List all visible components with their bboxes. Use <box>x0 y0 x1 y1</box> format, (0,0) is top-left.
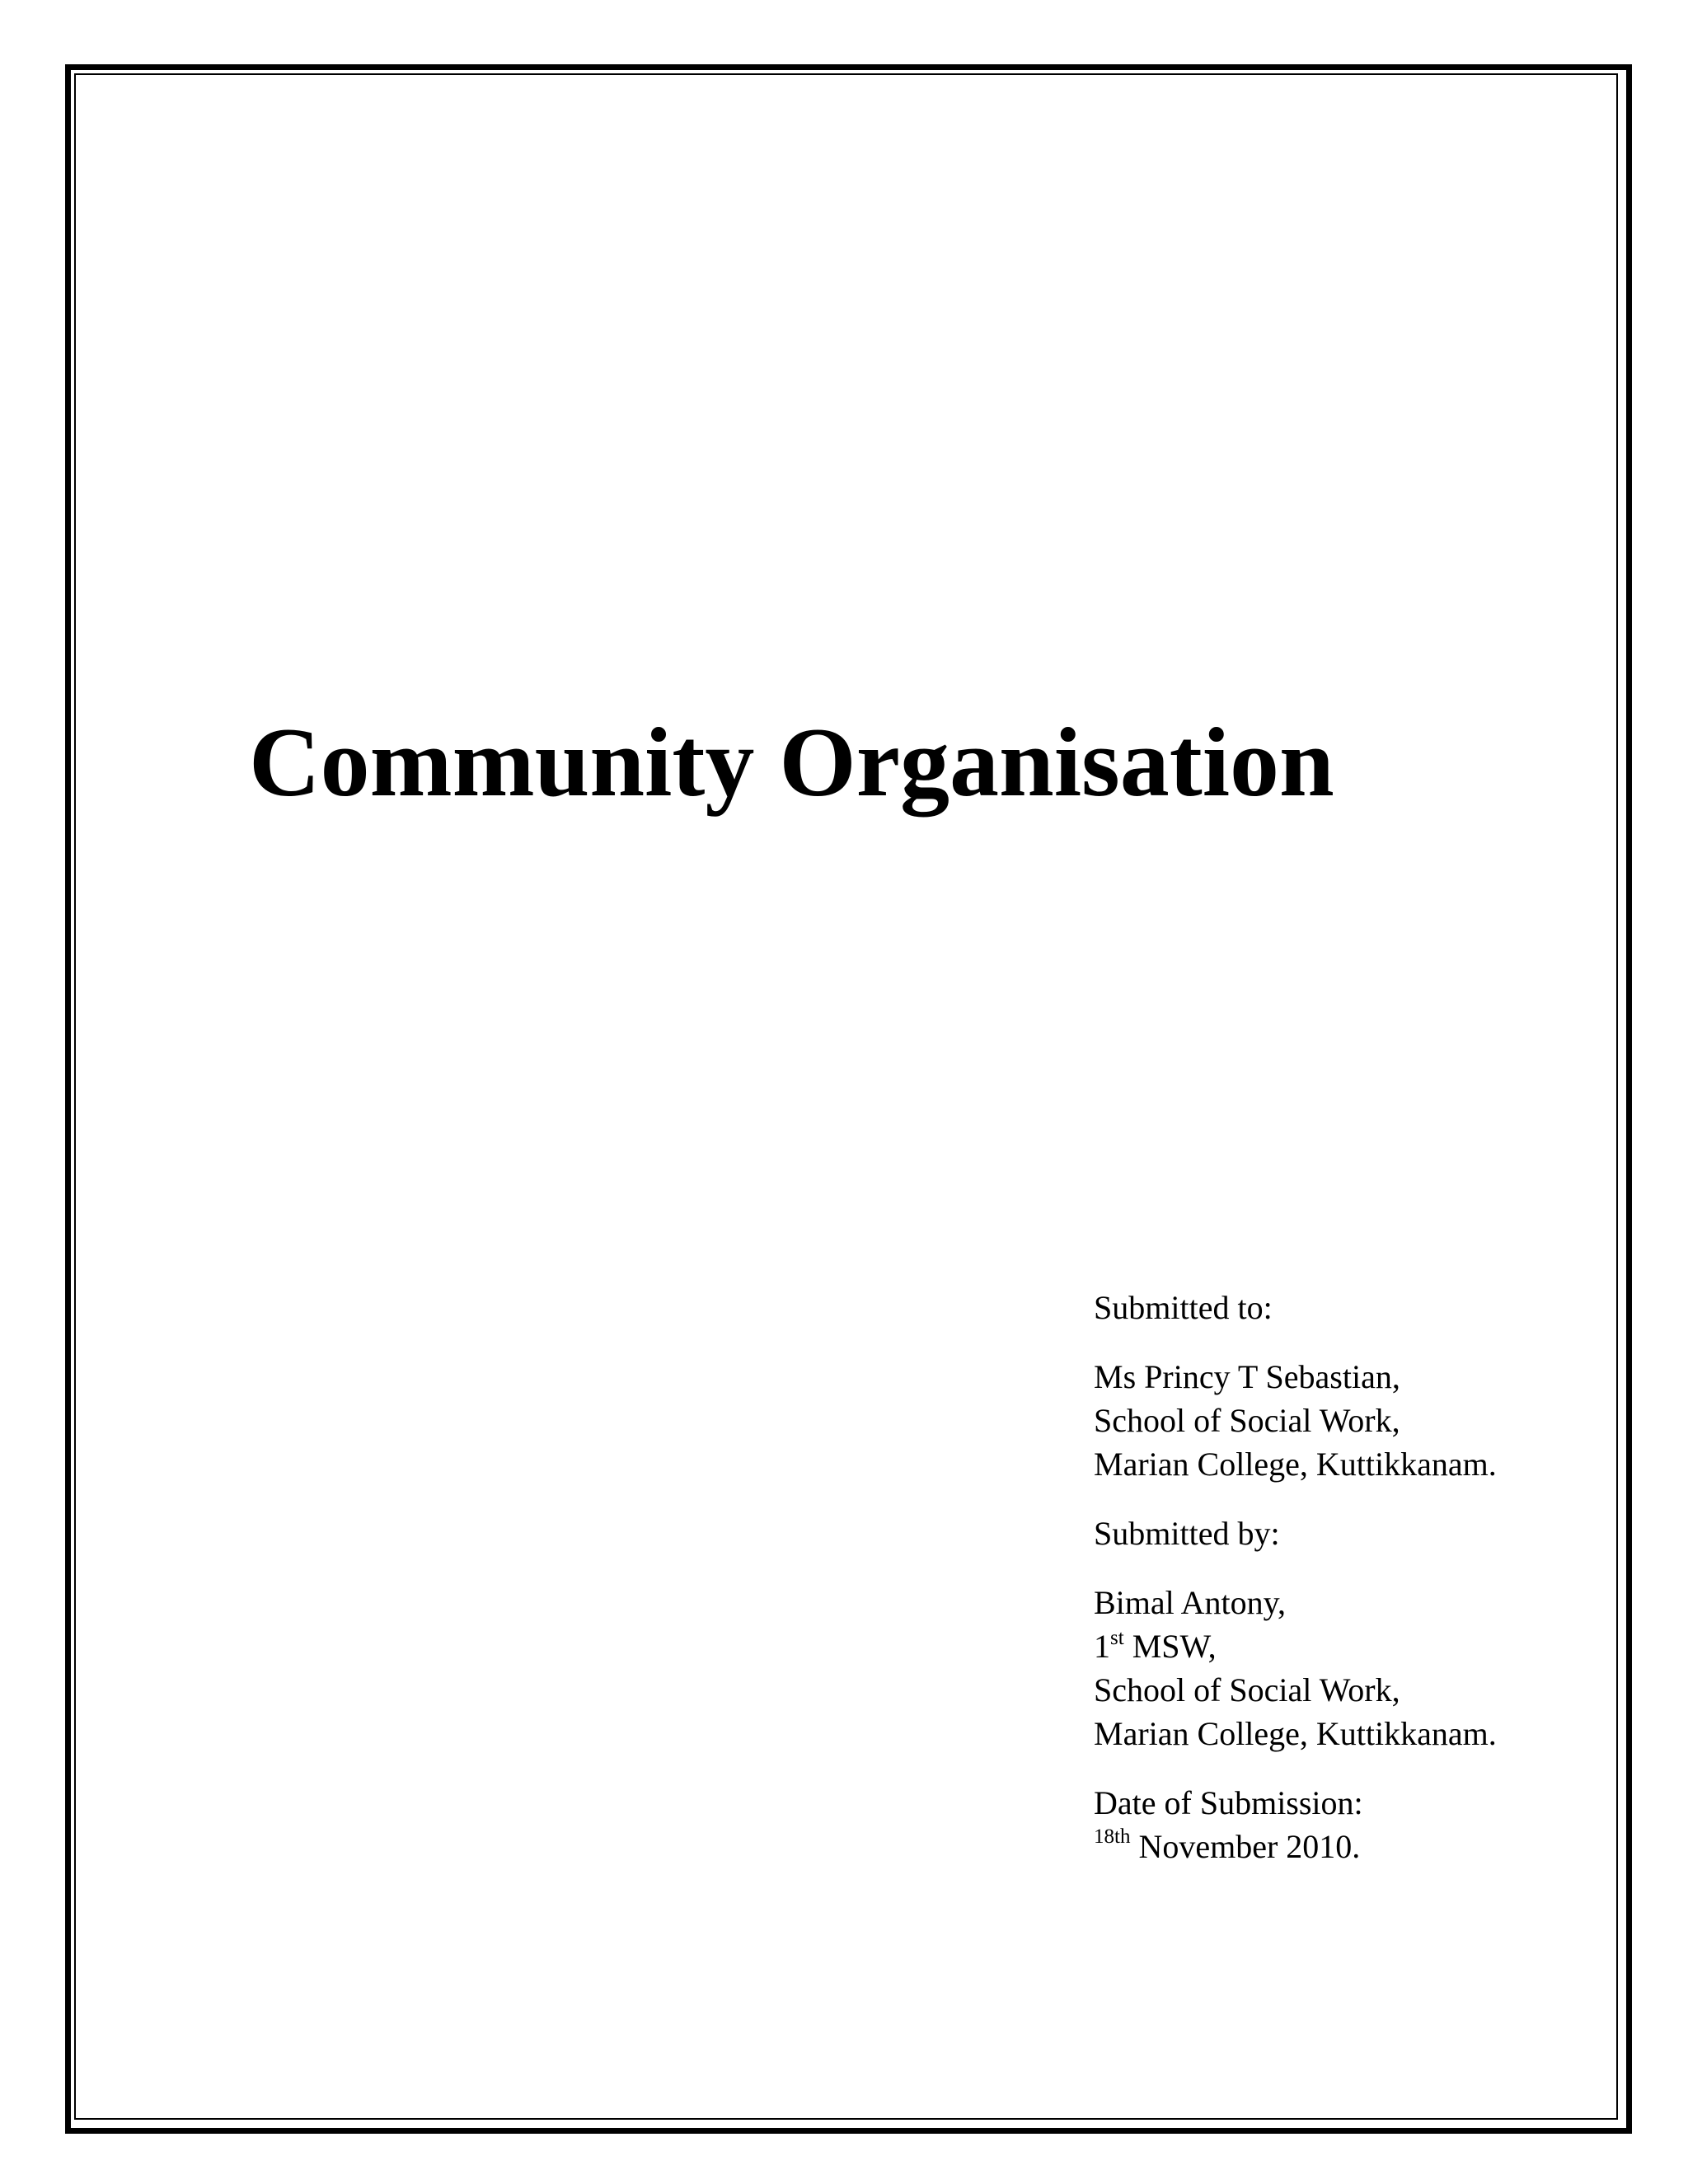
document-title: Community Organisation <box>249 707 1334 817</box>
submission-details <box>1094 1286 1497 1894</box>
recipient-institution: Marian College, Kuttikkanam. <box>1094 1446 1497 1483</box>
author-year-course: MSW, <box>1123 1628 1217 1665</box>
author-block <box>1094 1581 1497 1755</box>
author-department: School of Social Work, <box>1094 1671 1400 1708</box>
submission-date-day: 18th <box>1094 1825 1131 1848</box>
author-year-suffix: st <box>1110 1627 1124 1649</box>
submitted-by-label: Submitted by: <box>1094 1515 1280 1552</box>
submitted-to-section <box>1094 1286 1497 1329</box>
date-block <box>1094 1781 1497 1868</box>
date-label: Date of Submission: <box>1094 1784 1363 1821</box>
author-year <box>1094 1624 1497 1668</box>
author-institution: Marian College, Kuttikkanam. <box>1094 1715 1497 1752</box>
submission-date <box>1094 1825 1497 1868</box>
author-name: Bimal Antony, <box>1094 1584 1286 1621</box>
recipient-name: Ms Princy T Sebastian, <box>1094 1358 1400 1395</box>
submission-date-rest: November 2010. <box>1130 1828 1361 1865</box>
recipient-department: School of Social Work, <box>1094 1402 1400 1439</box>
author-year-number: 1 <box>1094 1628 1110 1665</box>
recipient-block <box>1094 1355 1497 1486</box>
submitted-by-section <box>1094 1511 1497 1555</box>
submitted-to-label: Submitted to: <box>1094 1289 1273 1326</box>
